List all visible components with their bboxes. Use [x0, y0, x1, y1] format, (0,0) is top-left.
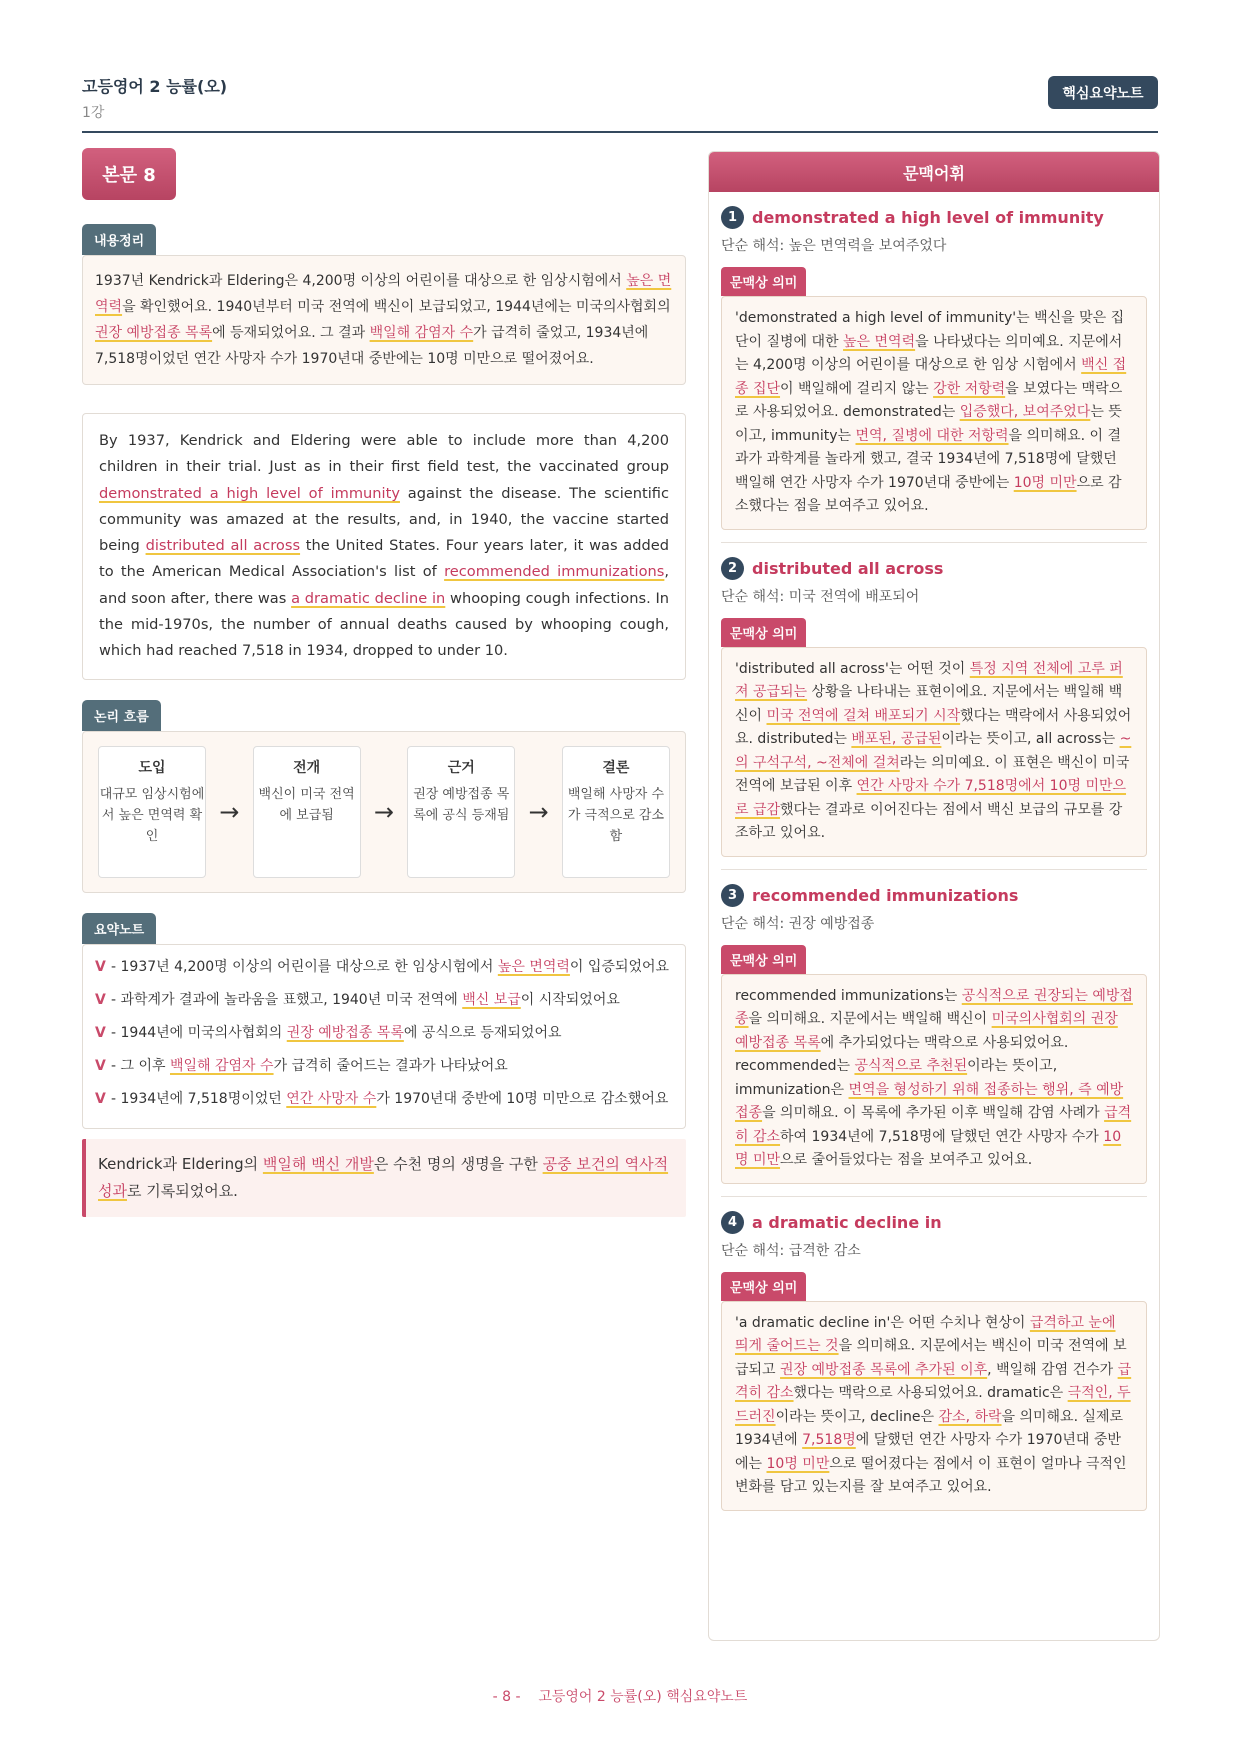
passage-text: whooping cough infections. In the mid-1970s, the number of annual deaths caused by whooping cough, which had reached 7,518 in 1934, dropped to under 10.: [99, 589, 670, 660]
note-text: - 그 이후: [111, 1057, 170, 1074]
meaning-text: 을 의미해요. 이 결과가 과학계를 놀라게 했고, 결국 1934년에 7,518명에 달했던 백일해 연간 사망자 수가 1970년대 중반에는: [735, 427, 1122, 491]
literal-text: 급격한 감소: [788, 1242, 861, 1259]
meaning-text: 을 의미해요. 지문에서는 백일해 백신이: [748, 1011, 992, 1027]
note-highlight: 높은 면역력: [497, 958, 570, 975]
note-type-badge: 핵심요약노트: [1048, 76, 1158, 109]
left-column: [82, 148, 686, 1217]
check-mark-icon: V: [95, 1057, 106, 1074]
vocab-phrase: recommended immunizations: [752, 885, 1019, 905]
literal-label: 단순 해석:: [721, 915, 785, 932]
flow-card-intro: [98, 746, 206, 878]
summary-text: 1937년 Kendrick과 Eldering은 4,200명 이상의 어린이를 대상으로 한 임상시험에서: [95, 273, 627, 289]
meaning-tab: 문맥상 의미: [721, 945, 806, 974]
callout-highlight: 공중 보건의 역사적 성과: [98, 1154, 669, 1200]
note-text: 에 공식으로 등재되었어요: [403, 1024, 562, 1041]
meaning-highlight: 입증했다, 보여주었다: [959, 404, 1091, 420]
list-item: [95, 955, 673, 979]
divider: [721, 542, 1147, 543]
meaning-highlight: 공식적으로 추천된: [854, 1058, 968, 1074]
arrow-right-icon: →: [219, 797, 240, 826]
vocab-phrase: a dramatic decline in: [752, 1212, 942, 1232]
divider: [721, 1196, 1147, 1197]
list-item: [95, 988, 673, 1012]
meaning-highlight: 급격히 감소: [735, 1361, 1132, 1401]
meaning-text: 으로 줄어들었다는 점을 보여주고 있어요.: [780, 1152, 1033, 1168]
meaning-highlight: 면역, 질병에 대한 저항력: [855, 427, 1009, 444]
meaning-highlight: 공식적으로 권장되는 예방접종: [735, 987, 1133, 1027]
literal-label: 단순 해석:: [721, 588, 785, 605]
meaning-highlight: 10명 미만: [1013, 474, 1077, 491]
summary-notes-section: [82, 913, 686, 1129]
vocab-list: [709, 206, 1159, 1511]
meaning-text: 을 의미해요. 이 목록에 추가된 이후 백일해 감염 사례가: [762, 1105, 1105, 1121]
literal-meaning: [721, 235, 1147, 255]
meaning-highlight: 10명 미만: [766, 1455, 830, 1472]
summary-highlight: 높은 면역력: [95, 273, 672, 315]
meaning-tab: 문맥상 의미: [721, 618, 806, 647]
meaning-text: 으로 감소했다는 점을 보여주고 있어요.: [735, 474, 1122, 514]
flow-card-body: 권장 예방접종 목록에 공식 등재됨: [413, 786, 510, 823]
meaning-text: 에 추가되었다는 맥락으로 사용되었어요. recommended는: [735, 1034, 1069, 1074]
passage-text: the United States. Four years later, it was added to the American Medical Association's list of: [99, 537, 670, 581]
note-highlight: 백일해 감염자 수: [169, 1057, 274, 1074]
arrow-right-icon: →: [528, 797, 549, 826]
passage-text: By 1937, Kendrick and Eldering were able to include more than 4,200 children in their trial. Just as in their first field test, the vaccinated group: [99, 432, 669, 476]
list-item: [95, 1021, 673, 1045]
summary-text: 가 급격히 줄었고, 1934년에 7,518명이었던 연간 사망자 수가 1970년대 중반에는 10명 미만으로 떨어졌어요.: [95, 325, 649, 367]
meaning-text: 이라는 뜻이고, all across는: [941, 731, 1120, 747]
meaning-text: 을 의미해요. 지문에서는 백신이 미국 전역에 보급되고: [735, 1338, 1127, 1378]
vocab-panel-header: 문맥어휘: [709, 152, 1159, 192]
flow-tab: 논리 흐름: [82, 700, 161, 731]
meaning-highlight: 면역을 형성하기 위해 접종하는 행위, 즉 예방접종: [735, 1081, 1124, 1121]
vocab-item: [721, 557, 1147, 870]
passage-highlight: distributed all across: [145, 537, 301, 555]
page-footer: [0, 1686, 1240, 1706]
note-text: 이 시작되었어요: [520, 991, 620, 1008]
meaning-highlight: 감소, 하락: [938, 1408, 1002, 1425]
flow-card-conclusion: [562, 746, 670, 878]
passage-highlight: a dramatic decline in: [291, 589, 446, 607]
header-divider: [82, 131, 1158, 133]
note-text: 가 1970년대 중반에 10명 미만으로 감소했어요: [376, 1090, 669, 1107]
lesson-label: 1강: [82, 105, 105, 121]
vocab-item: [721, 884, 1147, 1197]
meaning-text: 'distributed all across'는 어떤 것이: [735, 660, 970, 677]
meaning-text: 을 나타냈다는 의미예요. 지문에서는 4,200명 이상의 어린이를 대상으로 한 임상 시험에서: [735, 333, 1123, 373]
literal-label: 단순 해석:: [721, 1242, 785, 1259]
note-highlight: 권장 예방접종 목록: [286, 1024, 404, 1041]
check-mark-icon: V: [95, 1090, 106, 1107]
note-text: - 1937년 4,200명 이상의 어린이를 대상으로 한 임상시험에서: [111, 958, 498, 975]
meaning-text: 라는 의미예요. 이 표현은 백신이 미국 전역에 보급된 이후: [735, 754, 1130, 794]
meaning-highlight: 급격하고 눈에 띄게 줄어드는 것: [735, 1314, 1116, 1354]
note-text: - 1944년에 미국의사협회의: [111, 1024, 287, 1041]
meaning-highlight: ~의 구석구석, ~전체에 걸쳐: [735, 731, 1132, 771]
meaning-highlight: 미국 전역에 걸쳐 배포되기 시작: [766, 707, 961, 724]
meaning-text: 했다는 결과로 이어진다는 점에서 백신 보급의 규모를 강조하고 있어요.: [735, 801, 1123, 841]
meaning-box: [721, 647, 1147, 857]
passage-text: against the disease. The scientific community was amazed at the results, and, in 1940, the vaccine started being: [99, 484, 669, 555]
flow-box: [82, 731, 686, 893]
meaning-text: 에 달했던 연간 사망자 수가 1970년대 중반에는: [735, 1432, 1121, 1472]
literal-label: 단순 해석:: [721, 238, 785, 254]
meaning-box: [721, 296, 1147, 530]
meaning-text: 으로 떨어졌다는 점에서 이 표현이 얼마나 극적인 변화를 담고 있는지를 잘 보여주고 있어요.: [735, 1455, 1127, 1495]
literal-meaning: [721, 586, 1147, 606]
meaning-highlight: 미국의사협회의 권장 예방접종 목록: [735, 1011, 1118, 1051]
meaning-text: 했다는 맥락에서 사용되었어요. distributed는: [735, 707, 1132, 747]
meaning-highlight: 권장 예방접종 목록에 추가된 이후: [780, 1361, 988, 1378]
note-text: 가 급격히 줄어드는 결과가 나타났어요: [273, 1057, 508, 1074]
summary-highlight: 권장 예방접종 목록: [95, 325, 213, 341]
meaning-highlight: 7,518명: [802, 1432, 856, 1448]
literal-text: 미국 전역에 배포되어: [788, 588, 920, 605]
meaning-text: , 백일해 감염 건수가: [987, 1361, 1118, 1378]
flow-card-body: 백일해 사망자 수가 극적으로 감소함: [567, 786, 664, 844]
meaning-highlight: 급격히 감소: [735, 1105, 1132, 1145]
meaning-text: 는 뜻이고, immunity는: [735, 404, 1122, 444]
note-highlight: 백신 보급: [462, 991, 521, 1008]
flow-card-title: 전개: [293, 759, 321, 776]
list-item: [95, 1087, 673, 1111]
note-text: - 1934년에 7,518명이었던: [111, 1090, 287, 1107]
meaning-highlight: 백신 접종 집단: [735, 357, 1127, 397]
flow-card-title: 도입: [138, 759, 166, 776]
flow-card-body: 대규모 임상시험에서 높은 면역력 확인: [99, 786, 205, 844]
meaning-highlight: 연간 사망자 수가 7,518명에서 10명 미만으로 급감: [735, 778, 1127, 818]
summary-box: [82, 255, 686, 385]
meaning-box: [721, 1301, 1147, 1511]
flow-card-evidence: [407, 746, 515, 878]
notes-tab: 요약노트: [82, 913, 156, 944]
flow-card-title: 근거: [447, 759, 475, 776]
meaning-text: 이 백일해에 걸리지 않는: [780, 380, 934, 397]
document-title: 고등영어 2 능률(오): [82, 77, 228, 96]
english-passage: [82, 413, 686, 680]
number-badge: 1: [721, 206, 744, 229]
passage-text: , and soon after, there was: [99, 563, 669, 607]
callout-text: Kendrick과 Eldering의: [98, 1154, 263, 1173]
content-summary-section: [82, 224, 686, 385]
vocab-phrase: distributed all across: [752, 558, 944, 578]
context-vocab-panel: [708, 151, 1160, 1641]
number-badge: 3: [721, 884, 744, 907]
passage-highlight: demonstrated a high level of immunity: [99, 484, 400, 502]
summary-text: 을 확인했어요. 1940년부터 미국 전역에 백신이 보급되었고, 1944년에는 미국의사협회의: [122, 299, 671, 315]
callout-text: 은 수천 명의 생명을 구한: [373, 1154, 543, 1173]
meaning-highlight: 배포된, 공급된: [851, 731, 942, 747]
footer-title: 고등영어 2 능률(오) 핵심요약노트: [538, 1689, 748, 1705]
meaning-text: recommended immunizations는: [735, 987, 962, 1004]
flow-card-development: [253, 746, 361, 878]
literal-meaning: [721, 913, 1147, 933]
divider: [721, 869, 1147, 870]
flow-card-body: 백신이 미국 전역에 보급됨: [258, 786, 355, 823]
section-badge: 본문 8: [82, 148, 176, 200]
check-mark-icon: V: [95, 991, 106, 1008]
meaning-highlight: 강한 저항력: [933, 380, 1006, 397]
meaning-tab: 문맥상 의미: [721, 267, 806, 296]
callout-highlight: 백일해 백신 개발: [262, 1154, 374, 1173]
vocab-item: [721, 206, 1147, 543]
list-item: [95, 1054, 673, 1078]
meaning-highlight: 특정 지역 전체에 고루 퍼져 공급되는: [735, 660, 1123, 700]
meaning-text: 을 의미해요. 실제로 1934년에: [735, 1408, 1124, 1448]
flow-card-title: 결론: [602, 759, 630, 776]
note-highlight: 연간 사망자 수: [286, 1090, 377, 1107]
meaning-box: [721, 974, 1147, 1184]
summary-highlight: 백일해 감염자 수: [369, 325, 474, 341]
meaning-text: 하여 1934년에 7,518명에 달했던 연간 사망자 수가: [780, 1128, 1104, 1145]
check-mark-icon: V: [95, 958, 106, 975]
callout-text: 로 기록되었어요.: [126, 1181, 238, 1200]
passage-highlight: recommended immunizations: [444, 563, 665, 581]
meaning-text: 이라는 뜻이고, decline은: [775, 1408, 939, 1425]
note-text: - 과학계가 결과에 놀라움을 표했고, 1940년 미국 전역에: [111, 991, 463, 1008]
meaning-text: 'a dramatic decline in'은 어떤 수치나 현상이: [735, 1314, 1030, 1331]
summary-text: 에 등재되었어요. 그 결과: [212, 325, 370, 341]
arrow-right-icon: →: [373, 797, 395, 826]
meaning-highlight: 10명 미만: [735, 1128, 1122, 1168]
page-number: - 8 -: [492, 1689, 521, 1705]
vocab-phrase: demonstrated a high level of immunity: [752, 208, 1104, 227]
note-text: 이 입증되었어요: [569, 958, 670, 975]
check-mark-icon: V: [95, 1024, 106, 1041]
notes-box: [82, 944, 686, 1129]
meaning-text: 했다는 맥락으로 사용되었어요. dramatic은: [793, 1385, 1068, 1401]
literal-text: 높은 면역력을 보여주었다: [788, 238, 947, 254]
meaning-text: 이라는 뜻이고, immunization은: [735, 1058, 1058, 1098]
meaning-highlight: 극적인, 두드러진: [735, 1385, 1131, 1425]
number-badge: 4: [721, 1211, 744, 1234]
number-badge: 2: [721, 557, 744, 580]
literal-meaning: [721, 1240, 1147, 1260]
meaning-highlight: 높은 면역력: [843, 333, 916, 350]
meaning-text: 상황을 나타내는 표현이에요. 지문에서는 백일해 백신이: [735, 684, 1123, 724]
meaning-tab: 문맥상 의미: [721, 1272, 806, 1301]
meaning-text: 'demonstrated a high level of immunity'는 백신을 맞은 집단이 질병에 대한: [735, 310, 1125, 350]
logic-flow-section: [82, 700, 686, 893]
summary-tab: 내용정리: [82, 224, 156, 255]
vocab-item: [721, 1211, 1147, 1511]
literal-text: 권장 예방접종: [788, 915, 875, 932]
meaning-text: 을 보였다는 맥락으로 사용되었어요. demonstrated는: [735, 380, 1123, 420]
conclusion-callout: [82, 1139, 686, 1217]
